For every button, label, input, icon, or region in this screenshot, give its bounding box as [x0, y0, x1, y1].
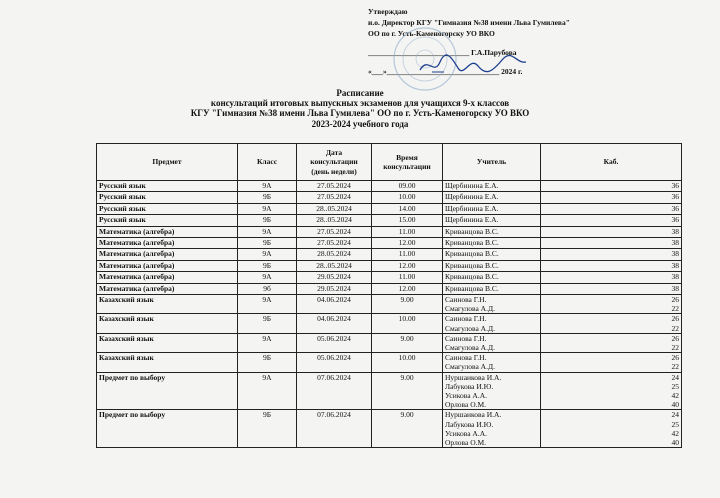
teacher-name: Саинова Г.Н. [445, 353, 487, 363]
class-cell: 9А [238, 372, 297, 410]
room-cell [541, 260, 682, 271]
room-number: 22 [671, 342, 679, 352]
room-number: 26 [671, 353, 679, 363]
subject-cell: Математика (алгебра) [97, 283, 238, 294]
subject-cell: Математика (алгебра) [97, 249, 238, 260]
heading-year: 2023-2024 учебного года [311, 118, 409, 129]
date-cell: 29.05.2024 [297, 283, 372, 294]
teacher-cell [443, 237, 541, 248]
time-cell: 12.00 [372, 283, 443, 294]
room-number: 42 [671, 428, 679, 438]
teacher-cell [443, 192, 541, 203]
room-number: 40 [671, 437, 679, 447]
table-row [97, 226, 682, 237]
signature-icon [418, 52, 528, 78]
teacher-cell [443, 215, 541, 226]
room-number: 36 [671, 203, 679, 213]
table-row [97, 294, 682, 313]
subject-cell: Математика (алгебра) [97, 226, 238, 237]
teacher-name: Щербинина Е.А. [445, 203, 499, 213]
header-time: Время консультации [372, 144, 443, 181]
time-cell: 09.00 [372, 181, 443, 192]
teacher-name: Усикова А.А. [445, 428, 487, 438]
time-cell: 15.00 [372, 215, 443, 226]
class-cell: 9Б [238, 215, 297, 226]
header-teacher: Учитель [443, 144, 541, 181]
room-cell [541, 249, 682, 260]
subject-cell: Русский язык [97, 181, 238, 192]
approval-line-3: ОО по г. Усть-Каменогорску УО ВКО [368, 29, 495, 38]
room-number: 25 [671, 381, 679, 391]
teacher-cell [443, 372, 541, 410]
table-row [97, 333, 682, 352]
room-cell [541, 203, 682, 214]
class-cell: 9А [238, 181, 297, 192]
room-number: 22 [671, 362, 679, 372]
subject-cell: Предмет по выбору [97, 410, 238, 448]
time-cell: 12.00 [372, 237, 443, 248]
teacher-name: Саинова Г.Н. [445, 314, 487, 324]
table-body [97, 181, 682, 448]
date-cell: 27.05.2024 [297, 226, 372, 237]
table-header-row [97, 144, 682, 181]
room-cell [541, 181, 682, 192]
room-cell [541, 192, 682, 203]
time-cell: 10.00 [372, 314, 443, 333]
teacher-name: Саинова Г.Н. [445, 294, 487, 304]
class-cell: 9Б [238, 410, 297, 448]
room-number: 24 [671, 372, 679, 382]
approval-line-2: и.о. Директор КГУ "Гимназия №38 имени Льва Гумилева" [368, 18, 570, 27]
table-row [97, 260, 682, 271]
heading-school: КГУ "Гимназия №38 имени Льва Гумилева" ОО по г. Усть-Каменогорску УО ВКО [190, 108, 530, 119]
heading-title: Расписание [336, 88, 384, 98]
class-cell: 9А [238, 294, 297, 313]
date-cell: 05.06.2024 [297, 333, 372, 352]
date-cell: 07.06.2024 [297, 372, 372, 410]
table-row [97, 272, 682, 283]
room-number: 24 [671, 410, 679, 420]
document-heading [0, 88, 720, 129]
class-cell: 9А [238, 226, 297, 237]
class-cell: 9Б [238, 260, 297, 271]
table-row [97, 283, 682, 294]
class-cell: 9А [238, 249, 297, 260]
teacher-name: Нуршаикова И.А. [445, 372, 502, 382]
date-cell: 29.05.2024 [297, 272, 372, 283]
time-cell: 11.00 [372, 249, 443, 260]
room-number: 25 [671, 419, 679, 429]
room-cell [541, 314, 682, 333]
time-cell: 10.00 [372, 192, 443, 203]
room-cell [541, 226, 682, 237]
date-cell: 27.05.2024 [297, 181, 372, 192]
header-room: Каб. [541, 144, 682, 181]
header-date: Дата консультации (день недели) [297, 144, 372, 181]
class-cell: 9Б [238, 353, 297, 372]
date-cell: 27.05.2024 [297, 237, 372, 248]
teacher-cell [443, 181, 541, 192]
subject-cell: Русский язык [97, 215, 238, 226]
teacher-name: Криванцова В.С. [445, 237, 499, 247]
teacher-name: Смагулова А.Д. [445, 323, 495, 333]
room-cell [541, 410, 682, 448]
teacher-name: Орлова О.М. [445, 400, 487, 410]
room-number: 38 [671, 283, 679, 293]
teacher-cell [443, 294, 541, 313]
table-row [97, 353, 682, 372]
date-cell: 28.05.2024 [297, 249, 372, 260]
time-cell: 9.00 [372, 333, 443, 352]
room-number: 38 [671, 260, 679, 270]
teacher-name: Криванцова В.С. [445, 283, 499, 293]
teacher-cell [443, 249, 541, 260]
header-class: Класс [238, 144, 297, 181]
header-subject: Предмет [97, 144, 238, 181]
teacher-cell [443, 410, 541, 448]
subject-cell: Казахский язык [97, 294, 238, 313]
room-number: 36 [671, 192, 679, 202]
teacher-name: Щербинина Е.А. [445, 215, 499, 225]
table-row [97, 237, 682, 248]
room-number: 38 [671, 237, 679, 247]
date-cell: 05.06.2024 [297, 353, 372, 372]
teacher-cell [443, 260, 541, 271]
time-cell: 12.00 [372, 260, 443, 271]
room-number: 38 [671, 272, 679, 282]
room-cell [541, 272, 682, 283]
time-cell: 14.00 [372, 203, 443, 214]
date-cell: 28..05.2024 [297, 203, 372, 214]
teacher-cell [443, 226, 541, 237]
class-cell: 9б [238, 283, 297, 294]
room-cell [541, 353, 682, 372]
time-cell: 9.00 [372, 410, 443, 448]
room-cell [541, 294, 682, 313]
time-cell: 9.00 [372, 372, 443, 410]
class-cell: 9Б [238, 237, 297, 248]
room-number: 22 [671, 304, 679, 314]
teacher-cell [443, 314, 541, 333]
room-number: 42 [671, 390, 679, 400]
room-number: 36 [671, 181, 679, 190]
table-row [97, 181, 682, 192]
teacher-name: Криванцова В.С. [445, 272, 499, 282]
table-row [97, 372, 682, 410]
subject-cell: Казахский язык [97, 314, 238, 333]
room-cell [541, 215, 682, 226]
teacher-name: Лабукова И.Ю. [445, 419, 494, 429]
date-cell: 28..05.2024 [297, 260, 372, 271]
teacher-name: Смагулова А.Д. [445, 304, 495, 314]
teacher-name: Смагулова А.Д. [445, 342, 495, 352]
room-number: 26 [671, 333, 679, 343]
table-row [97, 192, 682, 203]
schedule-table [96, 143, 682, 448]
table-row [97, 249, 682, 260]
table-row [97, 314, 682, 333]
class-cell: 9Б [238, 192, 297, 203]
subject-cell: Математика (алгебра) [97, 237, 238, 248]
subject-cell: Казахский язык [97, 353, 238, 372]
subject-cell: Математика (алгебра) [97, 272, 238, 283]
approval-date-line: «___»______________________________ 2024 г. [368, 67, 523, 76]
teacher-name: Смагулова А.Д. [445, 362, 495, 372]
teacher-name: Саинова Г.Н. [445, 333, 487, 343]
teacher-cell [443, 333, 541, 352]
table-row [97, 203, 682, 214]
room-number: 26 [671, 314, 679, 324]
teacher-name: Нуршаикова И.А. [445, 410, 502, 420]
table-row [97, 410, 682, 448]
heading-subtitle: консультаций итоговых выпускных экзаменов для учащихся 9-х классов [210, 98, 510, 109]
teacher-name: Криванцова В.С. [445, 226, 499, 236]
date-cell: 04.06.2024 [297, 314, 372, 333]
room-cell [541, 283, 682, 294]
room-cell [541, 372, 682, 410]
teacher-cell [443, 203, 541, 214]
class-cell: 9А [238, 272, 297, 283]
date-cell: 27.05.2024 [297, 192, 372, 203]
subject-cell: Казахский язык [97, 333, 238, 352]
date-cell: 07.06.2024 [297, 410, 372, 448]
date-cell: 28..05.2024 [297, 215, 372, 226]
teacher-name: Криванцова В.С. [445, 249, 499, 259]
subject-cell: Предмет по выбору [97, 372, 238, 410]
room-number: 26 [671, 294, 679, 304]
teacher-cell [443, 272, 541, 283]
approval-signature-line: ___________________________ Г.А.Парубова [368, 48, 517, 57]
time-cell: 11.00 [372, 226, 443, 237]
teacher-name: Криванцова В.С. [445, 260, 499, 270]
class-cell: 9Б [238, 314, 297, 333]
teacher-name: Щербинина Е.А. [445, 192, 499, 202]
teacher-name: Щербинина Е.А. [445, 181, 499, 190]
teacher-name: Усикова А.А. [445, 390, 487, 400]
time-cell: 9.00 [372, 294, 443, 313]
table-row [97, 215, 682, 226]
teacher-cell [443, 353, 541, 372]
time-cell: 11.00 [372, 272, 443, 283]
class-cell: 9А [238, 203, 297, 214]
teacher-name: Орлова О.М. [445, 437, 487, 447]
room-number: 38 [671, 249, 679, 259]
approval-line-1: Утверждаю [368, 7, 408, 16]
time-cell: 10.00 [372, 353, 443, 372]
class-cell: 9А [238, 333, 297, 352]
room-number: 22 [671, 323, 679, 333]
teacher-cell [443, 283, 541, 294]
room-number: 38 [671, 226, 679, 236]
subject-cell: Русский язык [97, 192, 238, 203]
date-cell: 04.06.2024 [297, 294, 372, 313]
subject-cell: Математика (алгебра) [97, 260, 238, 271]
room-number: 40 [671, 400, 679, 410]
room-cell [541, 333, 682, 352]
subject-cell: Русский язык [97, 203, 238, 214]
room-number: 36 [671, 215, 679, 225]
room-cell [541, 237, 682, 248]
teacher-name: Лабукова И.Ю. [445, 381, 494, 391]
